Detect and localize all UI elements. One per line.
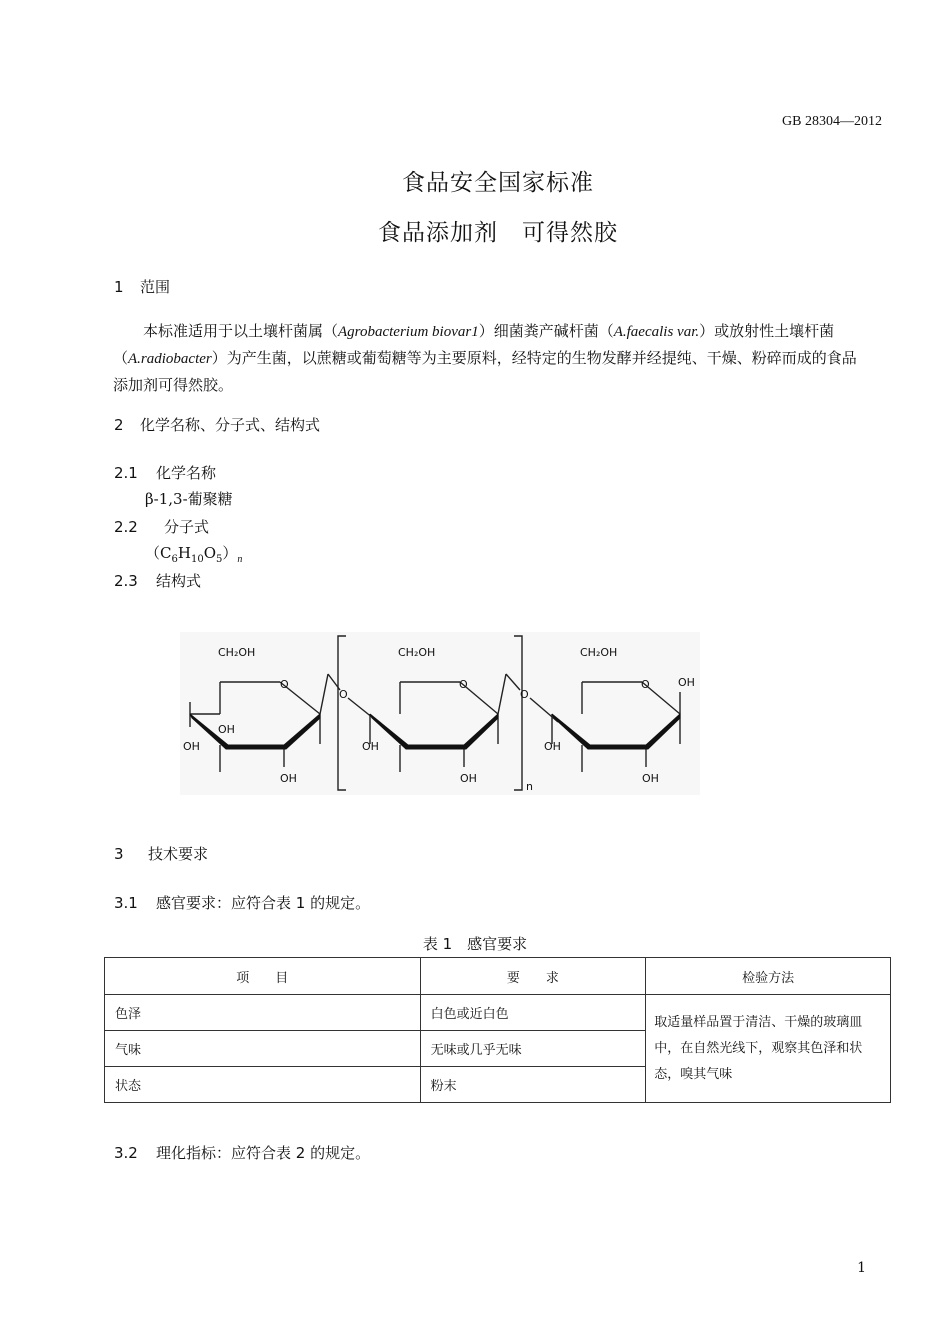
table-1-caption: 表 1 感官要求	[422, 935, 528, 953]
section-2-3-heading: 2.3 结构式	[114, 572, 202, 590]
oh-label-ring1-c2: OH	[280, 772, 297, 785]
ch2oh-label-2: CH₂OH	[398, 646, 436, 659]
page-number: 1	[857, 1260, 866, 1276]
document-title: 食品安全国家标准	[402, 170, 594, 196]
chemical-name: β-1,3-葡聚糖	[145, 490, 233, 508]
section-1-paragraph: 本标准适用于以土壤杆菌属（Agrobacterium biovar1）细菌粪产碱杆菌（A.faecalis var.）或放射性土壤杆菌（A.radiobacter）为产生菌，以蔗糖或葡萄糖等为主要原料，经特定的生物发酵并经提纯、干燥、粉碎而成的食品添加剂可得然胶。	[113, 322, 857, 394]
oh-label-ring3-c2: OH	[642, 772, 659, 785]
table-cell-item: 气味	[105, 1031, 421, 1067]
table-header-requirement: 要 求	[420, 958, 646, 995]
section-3-2-heading: 3.2 理化指标：应符合表 2 的规定。	[114, 1144, 371, 1162]
ring-oxygen-2: O	[459, 678, 468, 691]
table-cell-item: 色泽	[105, 995, 421, 1031]
section-3-1-heading: 3.1 感官要求：应符合表 1 的规定。	[114, 894, 371, 912]
section-2-heading: 2 化学名称、分子式、结构式	[114, 416, 321, 434]
ring-oxygen-1: O	[280, 678, 289, 691]
structural-formula	[180, 632, 700, 795]
oh-label-ring1-c3: OH	[218, 723, 235, 736]
table-header-item: 项 目	[105, 958, 421, 995]
table-1-sensory-requirements	[104, 957, 891, 1103]
table-cell-requirement: 白色或近白色	[420, 995, 646, 1031]
oh-label-ring2-c2: OH	[460, 772, 477, 785]
section-1-heading: 1 范围	[114, 278, 171, 296]
standard-code: GB 28304—2012	[782, 114, 882, 129]
link-oxygen-2: O	[520, 688, 529, 701]
table-cell-requirement: 无味或几乎无味	[420, 1031, 646, 1067]
document-subtitle: 食品添加剂 可得然胶	[378, 220, 618, 246]
table-cell-requirement: 粉末	[420, 1067, 646, 1103]
ring-oxygen-3: O	[641, 678, 650, 691]
ch2oh-label-1: CH₂OH	[218, 646, 256, 659]
table-cell-item: 状态	[105, 1067, 421, 1103]
section-2-1-heading: 2.1 化学名称	[114, 464, 217, 482]
table-row	[105, 995, 891, 1031]
link-oxygen-1: O	[339, 688, 348, 701]
section-3-heading: 3 技术要求	[114, 845, 209, 863]
oh-label-anomeric: OH	[678, 676, 695, 689]
table-cell-method: 取适量样品置于清洁、干燥的玻璃皿中，在自然光线下，观察其色泽和状态，嗅其气味	[646, 995, 891, 1103]
table-header-method: 检验方法	[646, 958, 891, 995]
ch2oh-label-3: CH₂OH	[580, 646, 618, 659]
repeat-n-label: n	[526, 780, 533, 793]
section-2-2-heading: 2.2 分子式	[114, 518, 210, 536]
oh-label-ring1-c4: OH	[183, 740, 200, 753]
oh-label-ring2-c4: OH	[362, 740, 379, 753]
oh-label-ring3-c4: OH	[544, 740, 561, 753]
table-header-row	[105, 958, 891, 995]
molecular-formula: $(C_6H_{10}O_5)_n$	[145, 544, 243, 565]
